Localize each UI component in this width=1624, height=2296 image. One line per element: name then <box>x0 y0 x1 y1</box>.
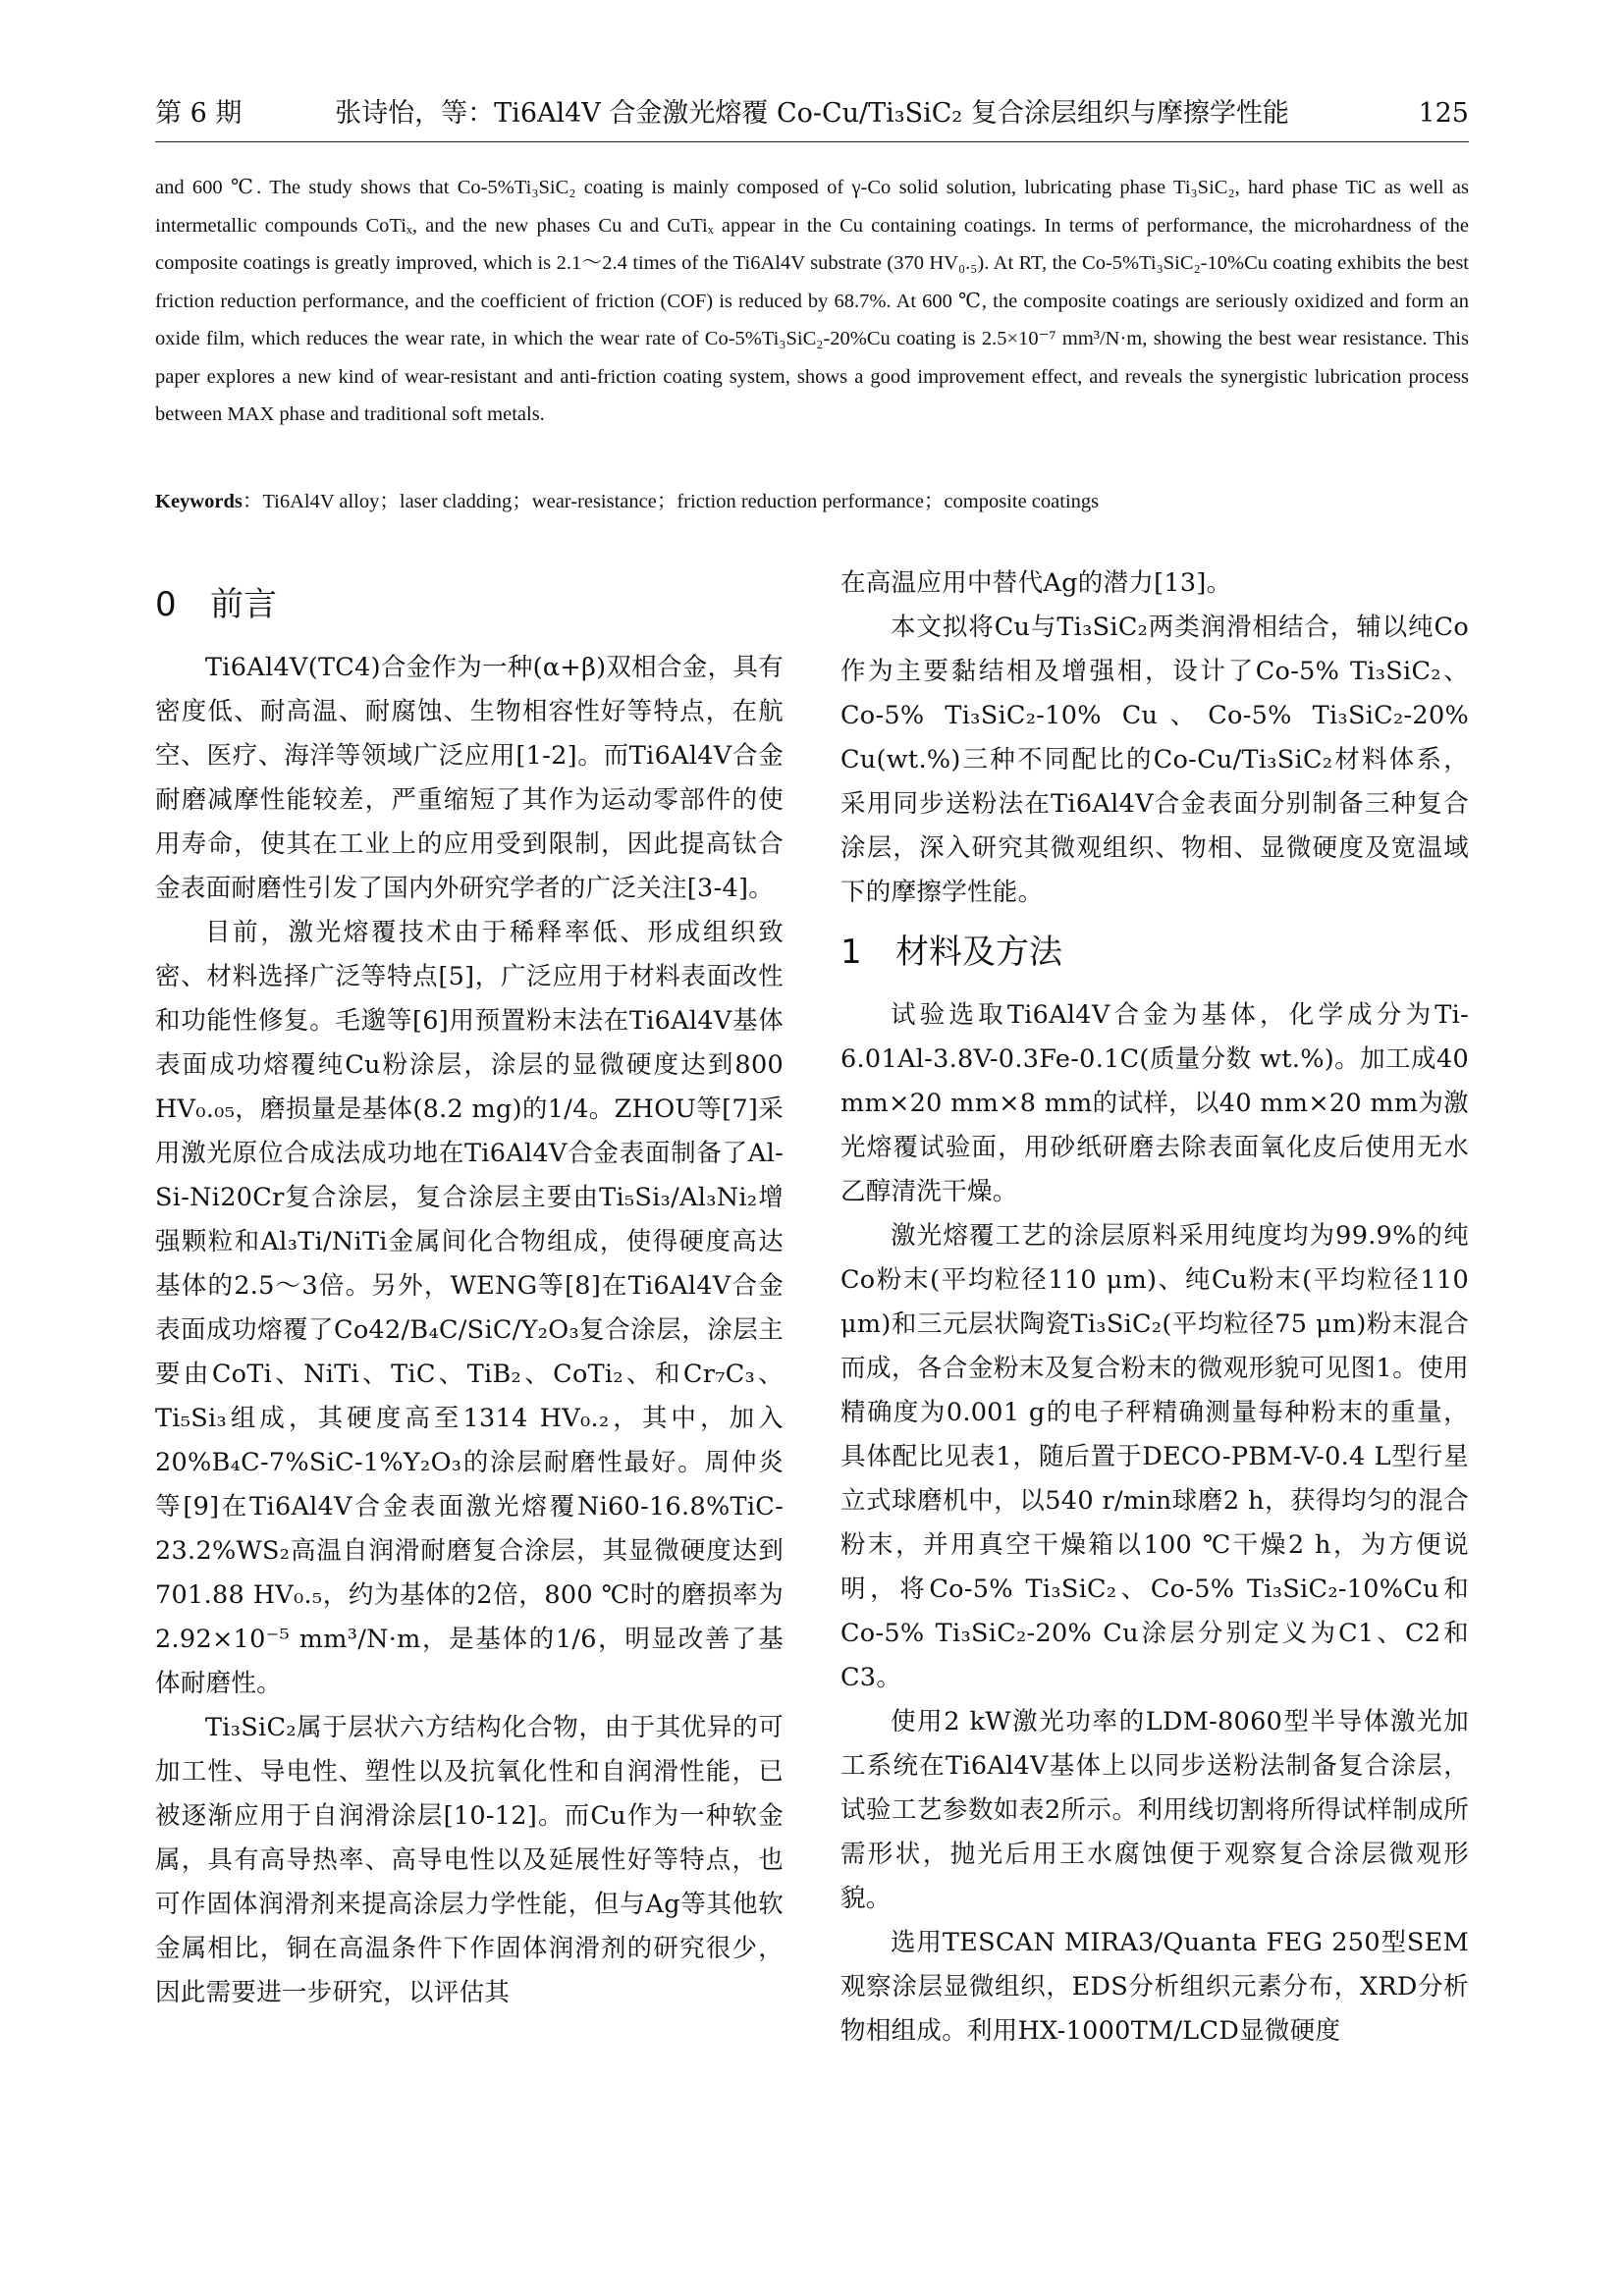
keywords-label: Keywords <box>155 491 243 512</box>
methods-paragraph-4: 选用TESCAN MIRA3/Quanta FEG 250型SEM观察涂层显微组织，EDS分析组织元素分布，XRD分析物相组成。利用HX-1000TM/LCD显微硬度 <box>840 1928 1469 2046</box>
keywords-line <box>155 487 1469 516</box>
methods-paragraph-1: 试验选取Ti6Al4V合金为基体，化学成分为Ti-6.01Al-3.8V-0.3Fe-0.1C(质量分数 wt.%)。加工成40 mm×20 mm×8 mm的试样，以40 mm×20 mm为激光熔覆试验面，用砂纸研磨去除表面氧化皮后使用无水乙醇清洗干燥。 <box>840 1000 1469 1206</box>
right-column <box>840 567 1469 2054</box>
section-number: 1 <box>840 933 862 972</box>
left-column <box>155 567 784 2015</box>
intro-paragraph-3: Ti₃SiC₂属于层状六方结构化合物，由于其优异的可加工性、导电性、塑性以及抗氧化性和自润滑性能，已被逐渐应用于自润滑涂层[10-12]。而Cu作为一种软金属，具有高导热率、高导电性以及延展性好等特点，也可作固体润滑剂来提高涂层力学性能，但与Ag等其他软金属相比，铜在高温条件下作固体润滑剂的研究很少，因此需要进一步研究，以评估其 <box>155 1713 784 2007</box>
running-title: 张诗怡，等：Ti6Al4V 合金激光熔覆 Co-Cu/Ti₃SiC₂ 复合涂层组织与摩擦学性能 <box>335 98 1289 129</box>
section-title: 前言 <box>210 585 277 624</box>
keywords-text: ：Ti6Al4V alloy；laser cladding；wear-resistance；friction reduction performance；composite coatings <box>242 491 1100 512</box>
section-number: 0 <box>155 585 177 624</box>
page-number: 125 <box>1418 98 1469 129</box>
section-title: 材料及方法 <box>895 933 1062 972</box>
english-abstract <box>155 169 1469 434</box>
methods-paragraph-3: 使用2 kW激光功率的LDM-8060型半导体激光加工系统在Ti6Al4V基体上以同步送粉法制备复合涂层，试验工艺参数如表2所示。利用线切割将所得试样制成所需形状，抛光后用王水腐蚀便于观察复合涂层微观形貌。 <box>840 1707 1469 1913</box>
methods-paragraph-2: 激光熔覆工艺的涂层原料采用纯度均为99.9%的纯Co粉末(平均粒径110 μm)、纯Cu粉末(平均粒径110 μm)和三元层状陶瓷Ti₃SiC₂(平均粒径75 μm)粉末混合而成，各合金粉末及复合粉末的微观形貌可见图1。使用精确度为0.001 g的电子秤精确测量每种粉末的重量，具体配比见表1，随后置于DECO-PBM-V-0.4 L型行星立式球磨机中，以540 r/min球磨2 h，获得均匀的混合粉末，并用真空干燥箱以100 ℃干燥2 h，为方便说明，将Co-5% Ti₃SiC₂、Co-5% Ti₃SiC₂-10%Cu和Co-5% Ti₃SiC₂-20% Cu涂层分别定义为C1、C2和C3。 <box>840 1221 1469 1692</box>
intro-paragraph-1: Ti6Al4V(TC4)合金作为一种(α+β)双相合金，具有密度低、耐高温、耐腐蚀、生物相容性好等特点，在航空、医疗、海洋等领域广泛应用[1-2]。而Ti6Al4V合金耐磨减摩性能较差，严重缩短了其作为运动零部件的使用寿命，使其在工业上的应用受到限制，因此提高钛合金表面耐磨性引发了国内外研究学者的广泛关注[3-4]。 <box>155 653 784 903</box>
section-heading-0 <box>155 577 784 632</box>
section-heading-1 <box>840 925 1469 980</box>
intro-paragraph-4: 本文拟将Cu与Ti₃SiC₂两类润滑相结合，辅以纯Co作为主要黏结相及增强相，设计了Co-5% Ti₃SiC₂、Co-5% Ti₃SiC₂-10% Cu、Co-5% Ti₃SiC₂-20% Cu(wt.%)三种不同配比的Co-Cu/Ti₃SiC₂材料体系，采用同步送粉法在Ti6Al4V合金表面分别制备三种复合涂层，深入研究其微观组织、物相、显微硬度及宽温域下的摩擦学性能。 <box>840 613 1469 907</box>
intro-continuation: 在高温应用中替代Ag的潜力[13]。 <box>840 568 1232 598</box>
running-header <box>155 94 1469 142</box>
abstract-text: and 600 ℃. The study shows that Co-5%Ti₃SiC₂ coating is mainly composed of γ-Co solid solution, lubricating phase Ti₃SiC₂, hard phase TiC as well as intermetallic compounds CoTiₓ, and the new phases Cu and CuTiₓ appear in the Cu containing coatings. In terms of performance, the microhardness of the composite coatings is greatly improved, which is 2.1～2.4 times of the Ti6Al4V substrate (370 HV₀.₅). At RT, the Co-5%Ti₃SiC₂-10%Cu coating exhibits the best friction reduction performance, and the coefficient of friction (COF) is reduced by 68.7%. At 600 ℃, the composite coatings are seriously oxidized and form an oxide film, which reduces the wear rate, in which the wear rate of Co-5%Ti₃SiC₂-20%Cu coating is 2.5×10⁻⁷ mm³/N·m, showing the best wear resistance. This paper explores a new kind of wear-resistant and anti-friction coating system, shows a good improvement effect, and reveals the synergistic lubrication process between MAX phase and traditional soft metals. <box>155 177 1469 425</box>
issue-label: 第 6 期 <box>155 98 243 129</box>
intro-paragraph-2: 目前，激光熔覆技术由于稀释率低、形成组织致密、材料选择广泛等特点[5]，广泛应用于材料表面改性和功能性修复。毛邈等[6]用预置粉末法在Ti6Al4V基体表面成功熔覆纯Cu粉涂层，涂层的显微硬度达到800 HV₀.₀₅，磨损量是基体(8.2 mg)的1/4。ZHOU等[7]采用激光原位合成法成功地在Ti6Al4V合金表面制备了Al-Si-Ni20Cr复合涂层，复合涂层主要由Ti₅Si₃/Al₃Ni₂增强颗粒和Al₃Ti/NiTi金属间化合物组成，使得硬度高达基体的2.5～3倍。另外，WENG等[8]在Ti6Al4V合金表面成功熔覆了Co42/B₄C/SiC/Y₂O₃复合涂层，涂层主要由CoTi、NiTi、TiC、TiB₂、CoTi₂、和Cr₇C₃、Ti₅Si₃组成，其硬度高至1314 HV₀.₂，其中，加入20%B₄C-7%SiC-1%Y₂O₃的涂层耐磨性最好。周仲炎等[9]在Ti6Al4V合金表面激光熔覆Ni60-16.8%TiC-23.2%WS₂高温自润滑耐磨复合涂层，其显微硬度达到701.88 HV₀.₅，约为基体的2倍，800 ℃时的磨损率为2.92×10⁻⁵ mm³/N·m，是基体的1/6，明显改善了基体耐磨性。 <box>155 918 784 1698</box>
